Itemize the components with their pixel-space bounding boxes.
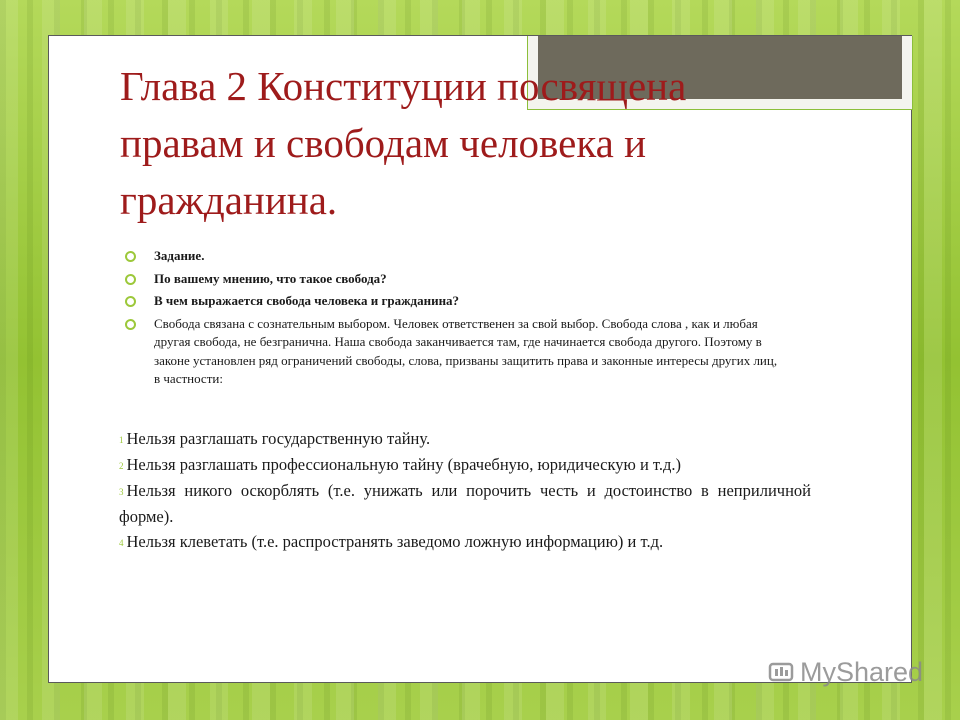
watermark <box>768 655 923 689</box>
numbered-item <box>119 530 811 556</box>
numbered-item <box>119 479 811 529</box>
item-text: Нельзя разглашать профессиональную тайну (врачебную, юридическую и т.д.) <box>126 455 682 474</box>
numbered-item <box>119 453 811 479</box>
bullet-ring-icon <box>125 319 136 330</box>
bullet-list <box>125 247 785 389</box>
numbered-list <box>119 427 811 556</box>
bullet-item <box>125 270 785 289</box>
bullet-text: Задание. <box>154 248 205 263</box>
item-text: Нельзя никого оскорблять (т.е. унижать или порочить честь и достоинство в неприличной форме). <box>119 481 811 526</box>
slide-title: Глава 2 Конституции посвящена правам и свободам человека и гражданина. <box>120 63 687 223</box>
item-text: Нельзя разглашать государственную тайну. <box>126 429 431 448</box>
bullet-ring-icon <box>125 274 136 285</box>
bullet-item <box>125 292 785 311</box>
bullet-ring-icon <box>125 296 136 307</box>
bullet-text: Свобода связана с сознательным выбором. Человек ответственен за свой выбор. Свобода слова , как и любая другая свобода, не безгранична. Наша свобода заканчивается там, где начинается свобода другого. Поэтому в законе установлен ряд ограничений свободы, слова, призваны защитить права и законные интересы других лиц, в частности: <box>154 315 778 386</box>
bullet-text: В чем выражается свобода человека и гражданина? <box>154 293 460 308</box>
bullet-item <box>125 247 785 266</box>
watermark-text: MyShared <box>800 656 924 687</box>
item-number: 4 <box>119 537 124 548</box>
numbered-item <box>119 427 811 453</box>
bullet-ring-icon <box>125 251 136 262</box>
myshared-logo-icon <box>768 659 794 685</box>
bullet-text: По вашему мнению, что такое свобода? <box>154 270 387 286</box>
item-text: Нельзя клеветать (т.е. распространять заведомо ложную информацию) и т.д. <box>126 531 664 551</box>
item-number: 2 <box>119 461 124 471</box>
bullet-item <box>125 315 785 389</box>
item-number: 1 <box>119 435 124 445</box>
item-number: 3 <box>119 487 124 497</box>
